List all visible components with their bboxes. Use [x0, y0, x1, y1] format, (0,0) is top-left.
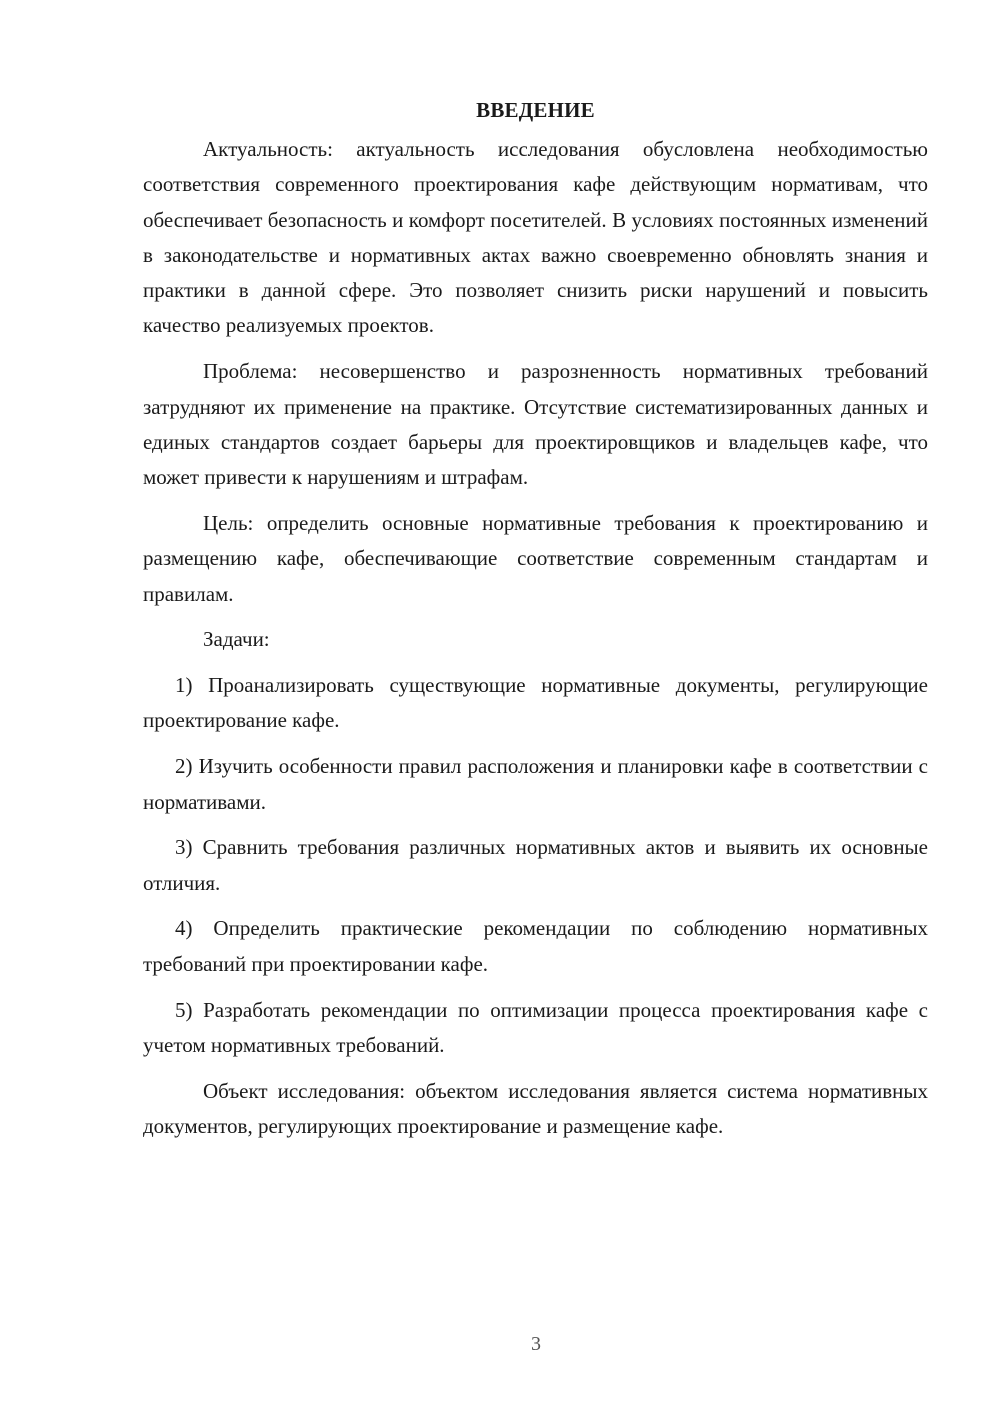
document-page [143, 92, 928, 1155]
task-item-5: 5) Разработать рекомендации по оптимизации процесса проектирования кафе с учетом нормативных требований. [143, 997, 928, 1057]
paragraph-goal: Цель: определить основные нормативные требования к проектированию и размещению кафе, обеспечивающие соответствие современным стандартам и правилам. [143, 510, 928, 606]
paragraph-research-object: Объект исследования: объектом исследования является система нормативных документов, регулирующих проектирование и размещение кафе. [143, 1078, 928, 1138]
paragraph-tasks-heading: Задачи: [203, 627, 270, 652]
task-item-1: 1) Проанализировать существующие нормативные документы, регулирующие проектирование кафе. [143, 673, 928, 733]
paragraph-relevance: Актуальность: актуальность исследования обусловлена необходимостью соответствия современного проектирования кафе действующим нормативам, что обеспечивает безопасность и комфорт посетителей. В условиях постоянных изменений в законодательстве и нормативных актах важно своевременно обновлять знания и практики в данной сфере. Это позволяет снизить риски нарушений и повысить качество реализуемых проектов. [143, 137, 928, 338]
paragraph-problem: Проблема: несовершенство и разрозненность нормативных требований затрудняют их применение на практике. Отсутствие систематизированных данных и единых стандартов создает барьеры для проектировщиков и владельцев кафе, что может привести к нарушениям и штрафам. [143, 359, 928, 490]
task-item-2: 2) Изучить особенности правил расположения и планировки кафе в соответствии с нормативами. [143, 754, 928, 814]
page-number: 3 [531, 1333, 541, 1355]
task-item-3: 3) Сравнить требования различных нормативных актов и выявить их основные отличия. [143, 835, 928, 895]
page-title: ВВЕДЕНИЕ [476, 98, 595, 122]
task-item-4: 4) Определить практические рекомендации по соблюдению нормативных требований при проектировании кафе. [143, 916, 928, 976]
